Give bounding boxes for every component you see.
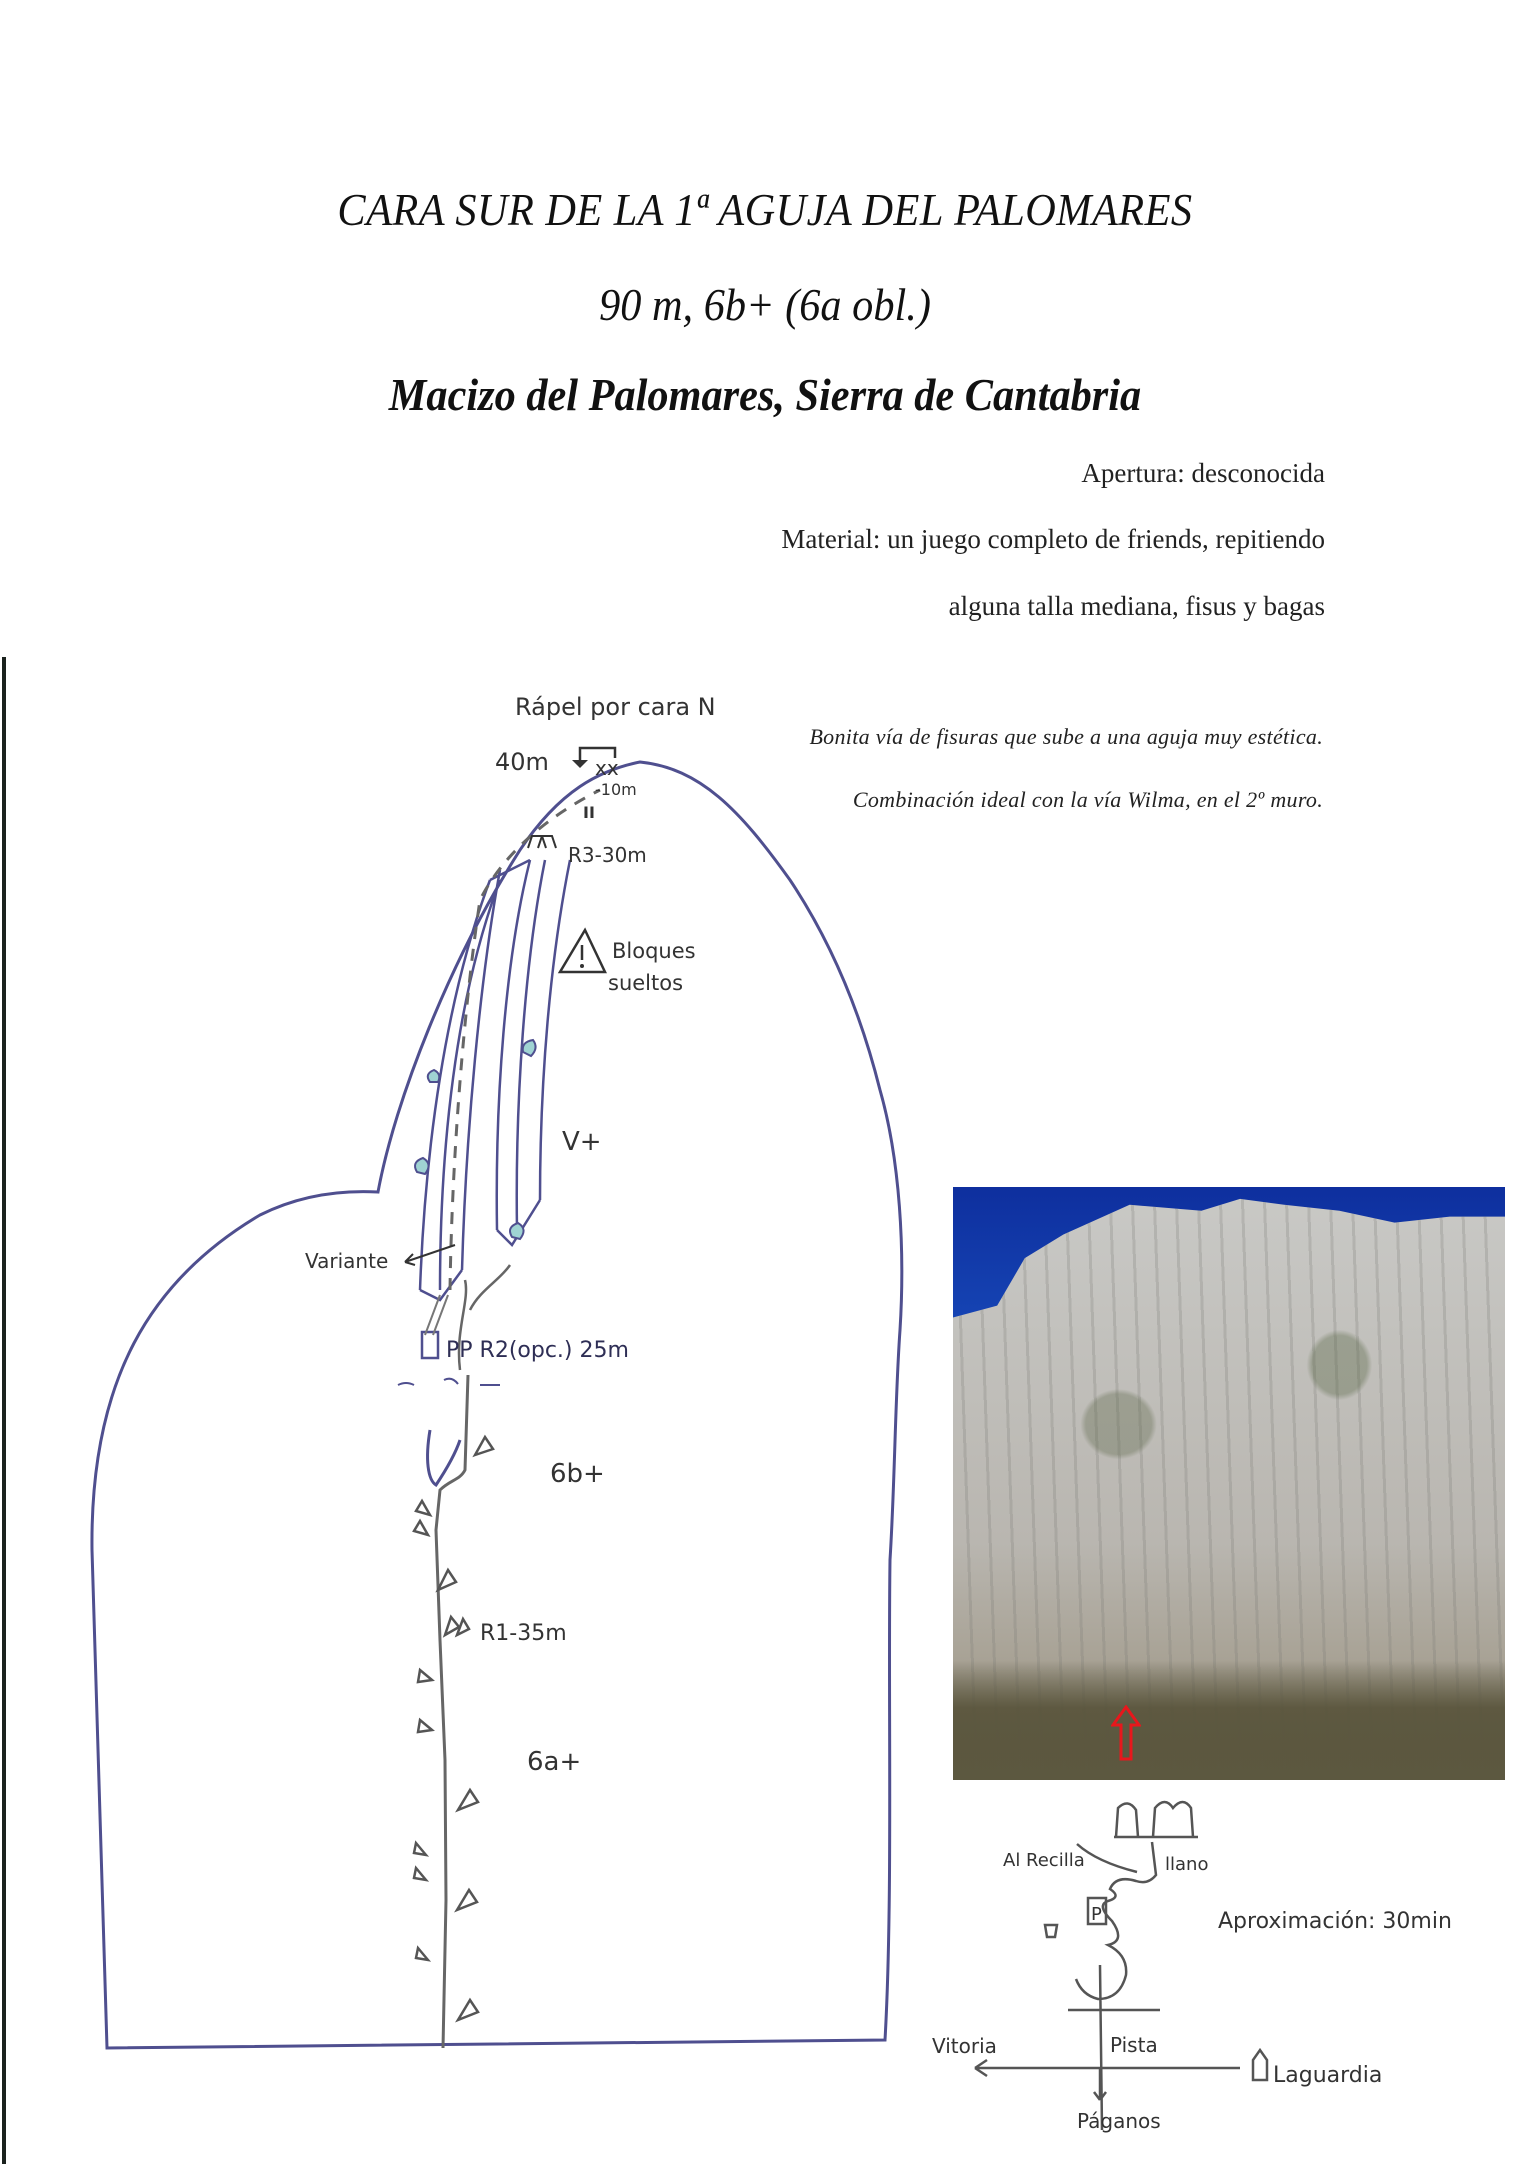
crack-systems xyxy=(420,860,570,1300)
route-start-arrow-icon xyxy=(1111,1705,1141,1761)
variante-label: Variante xyxy=(305,1249,389,1273)
bin-icon xyxy=(1045,1925,1057,1937)
house-icon xyxy=(1253,2050,1267,2080)
paganos-label: Páganos xyxy=(1077,2109,1161,2133)
rappel-length-label: 40m xyxy=(495,748,549,776)
route-summary: 90 m, 6b+ (6a obl.) xyxy=(599,279,931,330)
approach-time: Aproximación: 30min xyxy=(1218,1909,1452,1934)
bolt-icon xyxy=(458,2000,478,2020)
rock-outline xyxy=(92,762,902,2048)
vitoria-label: Vitoria xyxy=(932,2034,997,2058)
last-pitch-label: -10m xyxy=(595,780,637,799)
apertura-info: Apertura: desconocida xyxy=(1081,458,1325,488)
r1-label: R1-35m xyxy=(480,1621,567,1646)
route-location: Macizo del Palomares, Sierra de Cantabria xyxy=(388,369,1142,420)
route-description-line1: Bonita vía de fisuras que sube a una aguja muy estética. xyxy=(809,724,1323,749)
recilla-label: Al Recilla xyxy=(1003,1850,1085,1871)
photo-vegetation xyxy=(953,1660,1505,1780)
rappel-label: Rápel por cara N xyxy=(515,693,716,721)
warning-icon xyxy=(560,930,605,972)
bolt-icon xyxy=(416,1948,428,1960)
pista-label: Pista xyxy=(1110,2033,1158,2057)
bolt-icon xyxy=(414,1521,428,1535)
variante-arrow xyxy=(405,1245,455,1265)
bolt-icon xyxy=(438,1570,456,1590)
laguardia-label: Laguardia xyxy=(1273,2063,1383,2088)
bolt-icon xyxy=(418,1670,432,1682)
last-pitch-grade: II xyxy=(583,803,595,822)
r3-label: R3-30m xyxy=(568,843,647,867)
warning-label-line1: Bloques xyxy=(612,939,696,963)
bolt-icon xyxy=(475,1437,493,1455)
crag-icon xyxy=(1114,1802,1198,1837)
grade-pitch3: V+ xyxy=(562,1127,602,1157)
route-description-line2: Combinación ideal con la vía Wilma, en el 2º muro. xyxy=(852,787,1323,812)
flake-feature xyxy=(428,1430,460,1485)
bolt-icon xyxy=(457,1619,469,1635)
material-info-line1: Material: un juego completo de friends, repitiendo xyxy=(781,524,1325,554)
crag-photo xyxy=(953,1187,1505,1780)
page-title: CARA SUR DE LA 1ª AGUJA DEL PALOMARES xyxy=(337,184,1193,235)
grade-pitch1: 6a+ xyxy=(527,1747,582,1777)
bolt-icon xyxy=(416,1501,430,1515)
bolt-icon xyxy=(414,1868,426,1880)
parking-label: P xyxy=(1091,1904,1102,1925)
main-road xyxy=(975,2060,1240,2076)
bolt-icon xyxy=(458,1790,478,1810)
grade-pitch2: 6b+ xyxy=(550,1459,605,1489)
r2-block xyxy=(422,1332,438,1358)
r2-label: PP R2(opc.) 25m xyxy=(446,1338,629,1363)
anchors-top-label: xx xyxy=(595,756,619,780)
material-info-line2: alguna talla mediana, fisus y bagas xyxy=(948,591,1325,621)
bolt-icon xyxy=(457,1890,477,1910)
bolt-icon xyxy=(414,1843,426,1855)
warning-label-line2: sueltos xyxy=(608,971,684,995)
bolt-markers xyxy=(414,1437,493,2020)
bolt-icon xyxy=(418,1720,432,1732)
trail xyxy=(1076,1842,1156,2130)
llano-label: llano xyxy=(1165,1854,1209,1875)
